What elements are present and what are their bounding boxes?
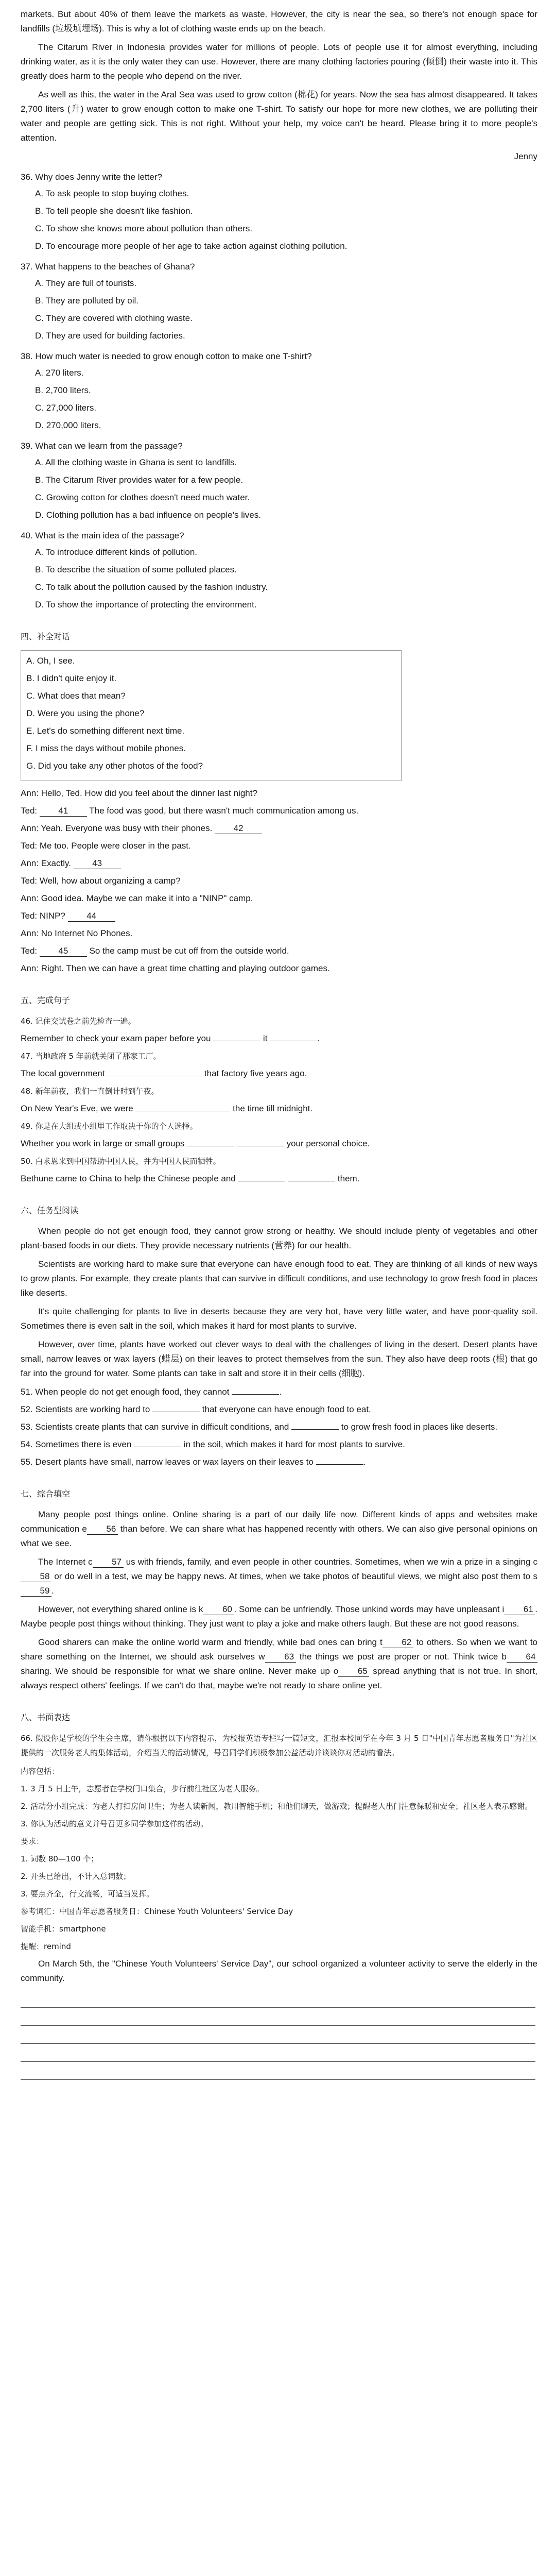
task-item: 52. Scientists are working hard to that everyone can have enough food to eat. [21,1404,371,1414]
section-heading: 七、综合填空 [21,1489,71,1499]
question-stem: 37. What happens to the beaches of Ghana? [21,262,195,272]
answer-blank[interactable]: 64 [507,1652,537,1663]
question-block [21,349,537,433]
writing-requirement: 3. 要点齐全，行文流畅，可适当发挥。 [21,1889,154,1899]
passage-paragraph: markets. But about 40% of them leave the markets as waste. However, the city is near the sea, so there's not enough space for landfills (垃圾填埋场). This is why a lot of clothing waste ends up on the beach. [21,9,537,33]
sentence-item [21,1049,537,1081]
choice-item: F. I miss the days without mobile phones. [26,743,186,753]
passage-paragraph: When people do not get enough food, they cannot grow strong or healthy. We should include plenty of vegetables and other plant-based foods in our diets. They provide necessary nutrients (营养) for our health. [21,1226,537,1250]
passage-paragraph: As well as this, the water in the Aral Sea was used to grow cotton (棉花) for years. Now the sea has almost disappeared. It takes 2,700 liters (升) water to grow enough cotton to make one T-shirt. To satisfy our hope for more new clothes, we are polluting their water and people are getting sick. This is not right. Without your help, my voice can't be heard. Please bring it to more people's attention. [21,90,537,143]
section-heading: 八、书面表达 [21,1713,71,1722]
sentence-item [21,1084,537,1116]
writing-opening: On March 5th, the "Chinese Youth Volunteers' Service Day", our school organized a volunteer activity to serve the elderly in the community. [21,1959,537,1983]
answer-option[interactable]: A. All the clothing waste in Ghana is sent to landfills. [35,457,237,467]
writing-vocab: 智能手机：smartphone [21,1924,106,1934]
answer-blank[interactable]: 42 [215,823,262,834]
answer-option[interactable]: D. They are used for building factories. [35,331,185,341]
sentence-item [21,1154,537,1186]
cloze-paragraph: The Internet c 57 us with friends, family, and even people in other countries. Sometimes, when we win a prize in a singing c58 or do well in a test, we may be happy news. At times, when we take photos of beautiful views, we might also post them to s59 . [21,1555,537,1598]
task-item: 54. Sometimes there is even in the soil, which makes it hard for most plants to survive. [21,1439,405,1449]
answer-option[interactable]: A. 270 liters. [35,368,84,378]
question-stem: 38. How much water is needed to grow enough cotton to make one T-shirt? [21,351,312,361]
answer-option[interactable]: A. They are full of tourists. [35,278,137,288]
answer-blank[interactable]: 60 [203,1604,234,1615]
section-heading: 四、补全对话 [21,632,71,641]
question-stem: 39. What can we learn from the passage? [21,441,183,451]
sentence-chinese: 47. 当地政府 5 年前就关闭了那家工厂。 [21,1052,161,1061]
dialogue-line: Ted: 45 So the camp must be cut off from the outside world. [21,946,289,956]
writing-line[interactable] [21,2062,535,2080]
answer-blank[interactable]: 58 [21,1571,51,1582]
choice-box [21,650,402,781]
answer-option[interactable]: C. To show she knows more about pollution than others. [35,224,253,233]
cloze-paragraph: Good sharers can make the online world warm and friendly, while bad ones can bring t 62 to others. So when we want to share something on the Internet, we should ask ourselves w 63 the things we post are proper or not. Think twice b 64 sharing. We should be responsible for what we share online. Never make up o 65 spread anything that is not true. In short, always respect others' feelings. If we can't do that, maybe we're not ready to share online yet. [21,1637,538,1690]
answer-blank[interactable]: 56 [87,1524,118,1535]
sentence-english: Remember to check your exam paper before you it . [21,1033,320,1043]
writing-hint: 2. 活动分小组完成：为老人打扫房间卫生；为老人读新闻，教用智能手机；和他们聊天，做游戏；提醒老人出门注意保暖和安全；社区老人表示感谢。 [21,1802,533,1811]
choice-item: A. Oh, I see. [26,656,75,666]
sentence-english: The local government that factory five years ago. [21,1069,307,1078]
answer-option[interactable]: B. They are polluted by oil. [35,296,138,306]
answer-option[interactable]: A. To introduce different kinds of pollution. [35,547,198,557]
sentence-english: Bethune came to China to help the Chinese people and them. [21,1174,360,1183]
answer-option[interactable]: B. To tell people she doesn't like fashion. [35,206,193,216]
sentence-chinese: 48. 新年前夜，我们一直倒计时到午夜。 [21,1087,159,1096]
sentence-english: Whether you work in large or small groups your personal choice. [21,1139,370,1148]
answer-blank[interactable] [291,1429,339,1430]
question-block [21,170,537,253]
question-block [21,439,537,522]
writing-line[interactable] [21,1990,535,2008]
dialogue-line: Ted: Me too. People were closer in the past. [21,841,191,851]
writing-hint: 1. 3 月 5 日上午，志愿者在学校门口集合，步行前往社区为老人服务。 [21,1784,264,1793]
answer-blank[interactable] [316,1464,363,1465]
section-heading: 六、任务型阅读 [21,1206,79,1215]
writing-area[interactable] [21,1990,537,2080]
answer-option[interactable]: C. Growing cotton for clothes doesn't need much water. [35,493,250,502]
question-stem: 40. What is the main idea of the passage? [21,531,184,540]
question-block [21,529,537,612]
answer-option[interactable]: D. To show the importance of protecting the environment. [35,600,257,609]
answer-blank[interactable]: 44 [68,911,115,922]
passage-paragraph: The Citarum River in Indonesia provides water for millions of people. Lots of people use it for almost everything, including drinking water, as it is the only water they can use. However, there are many clothing factories pouring (倾倒) their waste into it. This greatly does harm to the people who depend on the river. [21,42,537,81]
dialogue-line: Ted: NINP? 44 [21,909,537,923]
choice-item: G. Did you take any other photos of the food? [26,761,203,771]
task-item: 53. Scientists create plants that can survive in difficult conditions, and to grow fresh food in places like deserts. [21,1422,498,1432]
answer-option[interactable]: B. 2,700 liters. [35,385,91,395]
sentence-chinese: 49. 你是在大组或小组里工作取决于你的个人选择。 [21,1122,198,1131]
question-stem: 36. Why does Jenny write the letter? [21,172,162,182]
sentence-english: On New Year's Eve, we were the time till midnight. [21,1104,313,1113]
answer-blank[interactable]: 59 [21,1586,51,1597]
answer-option[interactable]: A. To ask people to stop buying clothes. [35,189,189,198]
dialogue-line: Ann: Hello, Ted. How did you feel about the dinner last night? [21,788,257,798]
writing-hints-label: 内容包括： [21,1767,60,1776]
answer-option[interactable]: D. To encourage more people of her age to take action against clothing pollution. [35,241,348,251]
writing-requirement: 1. 词数 80—100 个； [21,1854,99,1863]
task-item: 55. Desert plants have small, narrow leaves or wax layers on their leaves to . [21,1457,366,1467]
choice-item: D. Were you using the phone? [26,708,145,718]
answer-option[interactable]: B. To describe the situation of some polluted places. [35,565,237,574]
choice-item: E. Let's do something different next time. [26,726,185,736]
answer-option[interactable]: C. To talk about the pollution caused by the fashion industry. [35,582,268,592]
letter-signature: Jenny [514,151,537,161]
sentence-chinese: 46. 记住交试卷之前先检查一遍。 [21,1016,136,1026]
writing-line[interactable] [21,2008,535,2026]
answer-blank[interactable]: 41 [40,806,87,817]
answer-option[interactable]: D. Clothing pollution has a bad influence on people's lives. [35,510,261,520]
answer-blank[interactable]: 57 [93,1557,124,1568]
answer-blank[interactable]: 45 [40,946,87,957]
writing-vocab: 提醒：remind [21,1942,71,1951]
section-heading: 五、完成句子 [21,995,71,1005]
writing-req-label: 要求： [21,1837,44,1846]
writing-vocab: 参考词汇：中国青年志愿者服务日：Chinese Youth Volunteers' Service Day [21,1907,293,1916]
passage-paragraph: It's quite challenging for plants to live in deserts because they are very hot, have very little water, and have poor-quality soil. Sometimes there is even salt in the soil, which makes it hard for most plants to survive. [21,1307,537,1331]
passage-paragraph: However, over time, plants have worked out clever ways to deal with the challenges of living in the desert. Desert plants have small, narrow leaves or wax layers (蜡层) on their leaves to protect themselves from the sun. They also have deep roots (根) that go far into the ground for water. Some plants can take in salt and store it in their cells (细胞). [21,1340,537,1378]
sentence-item [21,1014,537,1046]
answer-blank[interactable]: 65 [338,1666,369,1677]
answer-option[interactable]: C. 27,000 liters. [35,403,97,413]
answer-blank[interactable]: 62 [383,1637,413,1648]
dialogue-line: Ted: 41 The food was good, but there wasn't much communication among us. [21,806,359,816]
writing-hint: 3. 你认为活动的意义并号召更多同学参加这样的活动。 [21,1819,208,1828]
writing-line[interactable] [21,2044,535,2062]
writing-line[interactable] [21,2026,535,2044]
dialogue-line: Ted: Well, how about organizing a camp? [21,876,181,886]
task-item: 51. When people do not get enough food, they cannot . [21,1387,282,1397]
cloze-paragraph: Many people post things online. Online sharing is a part of our daily life now. Different kinds of apps and websites make communication e 56 than before. We can share what has happened recently with others. We can also give personal opinions on what we see. [21,1510,537,1548]
writing-requirement: 2. 开头已给出，不计入总词数； [21,1872,131,1881]
dialogue-line: Ann: Good idea. Maybe we can make it into a "NINP" camp. [21,893,253,903]
question-block [21,260,537,343]
dialogue-line: Ann: No Internet No Phones. [21,928,133,938]
answer-blank[interactable]: 63 [265,1652,296,1663]
passage-paragraph: Scientists are working hard to make sure that everyone can have enough food to eat. They are thinking of all kinds of new ways to grow plants. For example, they create plants that can survive in difficult conditions, and use technology to grow fresh food in places like deserts. [21,1259,537,1298]
sentence-chinese: 50. 白求恩来到中国帮助中国人民，并为中国人民而牺牲。 [21,1157,221,1166]
choice-item: B. I didn't quite enjoy it. [26,673,117,683]
dialogue-line: Ann: Exactly. 43 [21,856,537,871]
dialogue-line: Ann: Right. Then we can have a great time chatting and playing outdoor games. [21,963,330,973]
answer-option[interactable]: D. 270,000 liters. [35,420,101,430]
answer-option[interactable]: B. The Citarum River provides water for a few people. [35,475,244,485]
answer-blank[interactable]: 43 [74,858,121,869]
cloze-paragraph: However, not everything shared online is k 60 . Some can be unfriendly. Those unkind words may have unpleasant i 61 . Maybe people post things without thinking. They just want to play a joke and make others laugh. But these are not good reasons. [21,1604,537,1629]
choice-item: C. What does that mean? [26,691,126,701]
writing-prompt: 66. 假设你是学校的学生会主席，请你根据以下内容提示，为校报英语专栏写一篇短文，汇报本校同学在今年 3 月 5 日"中国青年志愿者服务日"为社区提供的一次服务老人的集体活动，介绍当天的活动情况，号召同学们积极参加公益活动并谈谈你对活动的看法。 [21,1734,537,1757]
dialogue-line: Ann: Yeah. Everyone was busy with their phones. 42 [21,821,537,836]
answer-blank[interactable] [232,1394,279,1395]
sentence-item [21,1119,537,1151]
answer-blank[interactable]: 61 [504,1604,535,1615]
answer-option[interactable]: C. They are covered with clothing waste. [35,313,193,323]
